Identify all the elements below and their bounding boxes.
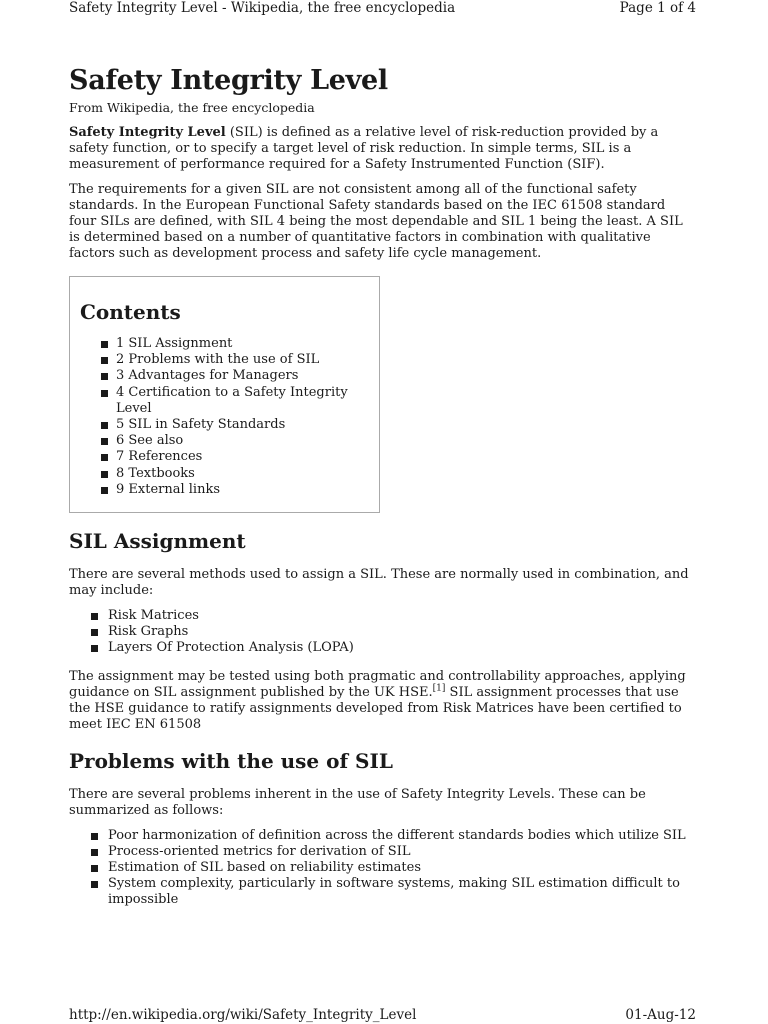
article-subtitle: From Wikipedia, the free encyclopedia — [69, 100, 315, 115]
article-title: Safety Integrity Level — [69, 65, 388, 96]
toc-item-external-links[interactable]: 9 External links — [80, 482, 379, 498]
page-footer-url: http://en.wikipedia.org/wiki/Safety_Integrity_Level — [69, 1007, 417, 1023]
toc-item-textbooks[interactable]: 8 Textbooks — [80, 466, 379, 482]
toc-item-certification[interactable]: 4 Certification to a Safety Integrity Level — [80, 385, 379, 417]
requirements-paragraph: The requirements for a given SIL are not consistent among all of the functional safety standards. In the European Functional Safety standards based on the IEC 61508 standard four SILs are defined, with SIL 4 being the most dependable and SIL 1 being the least. A SIL is determined based on a number of quantitative factors in combination with qualitative factors such as development process and safety life cycle management. — [69, 182, 683, 261]
sil-assignment-intro: There are several methods used to assign a SIL. These are normally used in combination, and may include: — [69, 567, 689, 598]
toc-item-sil-assignment[interactable]: 1 SIL Assignment — [80, 336, 379, 352]
list-item: Estimation of SIL based on reliability estimates — [69, 860, 694, 876]
toc-title: Contents — [80, 300, 181, 324]
toc-item-standards[interactable]: 5 SIL in Safety Standards — [80, 417, 379, 433]
assignment-methods-list — [69, 608, 694, 657]
list-item: System complexity, particularly in software systems, making SIL estimation difficult to impossible — [69, 876, 694, 908]
assignment-text-cont: SIL assignment processes that use the HSE guidance to ratify assignments developed from Risk Matrices have been certified to meet IEC EN 61508 — [69, 684, 682, 732]
assignment-text: The assignment may be tested using both pragmatic and controllability approaches, applying guidance on SIL assignment published by the UK HSE. — [69, 668, 686, 700]
problems-list — [69, 828, 694, 909]
list-item: Poor harmonization of definition across the different standards bodies which utilize SIL — [69, 828, 694, 844]
article-body — [69, 62, 694, 921]
intro-term: Safety Integrity Level — [69, 125, 226, 140]
list-item: Risk Graphs — [69, 624, 694, 640]
toc-item-advantages[interactable]: 3 Advantages for Managers — [80, 368, 379, 384]
list-item: Process-oriented metrics for derivation of SIL — [69, 844, 694, 860]
list-item: Layers Of Protection Analysis (LOPA) — [69, 640, 694, 656]
intro-paragraph — [69, 125, 694, 173]
page-header-title: Safety Integrity Level - Wikipedia, the free encyclopedia — [69, 0, 456, 16]
page-number: Page 1 of 4 — [619, 0, 696, 16]
page-footer-date: 01-Aug-12 — [625, 1007, 696, 1023]
list-item: Risk Matrices — [69, 608, 694, 624]
toc-item-see-also[interactable]: 6 See also — [80, 433, 379, 449]
sil-assignment-paragraph — [69, 669, 694, 733]
toc-item-references[interactable]: 7 References — [80, 449, 379, 465]
problems-intro: There are several problems inherent in the use of Safety Integrity Levels. These can be summarized as follows: — [69, 786, 646, 818]
reference-link[interactable]: [1] — [432, 683, 446, 694]
table-of-contents — [69, 276, 380, 513]
toc-item-problems[interactable]: 2 Problems with the use of SIL — [80, 352, 379, 368]
intro-text: (SIL) is defined as a relative level of risk-reduction provided by a safety function, or to specify a target level of risk reduction. In simple terms, SIL is a measurement of performance required for a Safety Instrumented Function (SIF). — [69, 125, 659, 172]
section-heading-problems: Problems with the use of SIL — [69, 748, 393, 773]
section-heading-sil-assignment: SIL Assignment — [69, 529, 246, 553]
toc-list — [80, 336, 379, 498]
